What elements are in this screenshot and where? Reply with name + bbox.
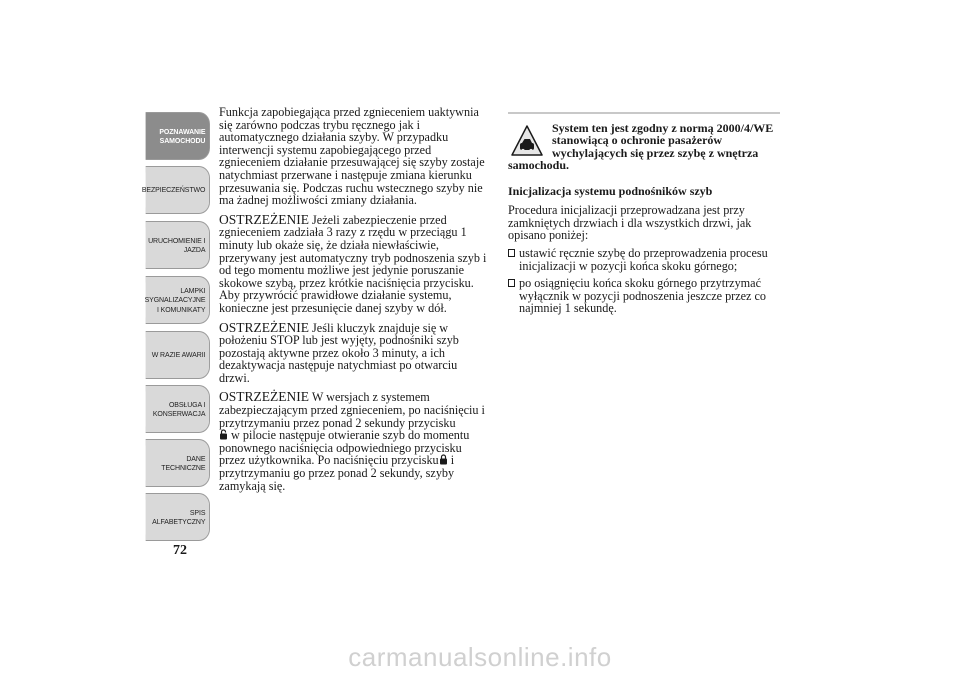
- tab-obsluga-i-konserwacja[interactable]: OBSŁUGA I KONSERWACJA: [146, 385, 210, 433]
- warning-text: Jeśli kluczyk znajduje się w położeniu STOP lub jest wyjęty, podnośniki szyb pozostają aktywne przez około 3 minuty, a ich dezaktywacja następuje natychmiast po otwarciu drzwi.: [219, 320, 459, 385]
- watermark: carmanualsonline.info: [348, 642, 612, 672]
- tab-lampki-sygnalizacyjne[interactable]: LAMPKI SYGNALIZACYJNE I KOMUNIKATY: [146, 276, 210, 324]
- warning-text: Jeżeli zabezpieczenie przed zgnieceniem zadziała 3 razy z rzędu w przeciągu 1 minuty lub okaże się, że działa niewłaściwie, przerywany jest automatyczny tryb podnoszenia szyb i od tego momentu możliwe jest jedynie poruszanie skokowe szybą, przez krótkie naciśnięcia przycisku. Aby przywrócić prawidłowe działanie systemu, konieczne jest przesunięcie danej szyby w dół.: [219, 212, 487, 315]
- checkbox-bullet-icon: [508, 249, 515, 257]
- compliance-note: [508, 112, 780, 171]
- warning-triangle-icon: [510, 124, 544, 158]
- unlock-icon: [219, 429, 228, 440]
- section-intro: Procedura inicjalizacji przeprowadzana jest przy zamkniętych drzwiach i dla wszystkich drzwi, jak opisano poniżej:: [508, 203, 752, 243]
- warning-text: i przytrzymaniu go przez ponad 2 sekundy, szyby zamykają się.: [219, 453, 455, 493]
- warning-2: [219, 319, 491, 385]
- warning-label: OSTRZEŻENIE: [219, 319, 309, 335]
- steps-list: [508, 247, 780, 315]
- list-item: po osiągnięciu końca skoku górnego przytrzymać wyłącznik w pozycji podnoszenia jeszcze przez co najmniej 1 sekundę.: [508, 277, 780, 315]
- list-item: ustawić ręcznie szybę do przeprowadzenia procesu inicjalizacji w pozycji końca skoku górnego;: [508, 247, 780, 272]
- anti-pinch-paragraph: Funkcja zapobiegająca przed zgnieceniem uaktywnia się zarówno podczas trybu ręcznego jak i automatycznego działania szyby. W przypadku interwencji systemu zapobiegającego przed zgnieceniem działanie przesuwającej się szyby zostaje natychmiast przerwane i następuje zmiana kierunku przesuwania się. Podczas ruchu wstecznego szyby nie ma żadnej możliwości zmiany działania.: [219, 105, 485, 208]
- tab-dane-techniczne[interactable]: DANE TECHNICZNE: [146, 439, 210, 487]
- right-column: [508, 112, 780, 320]
- tab-bezpieczenstwo[interactable]: BEZPIECZEŃSTWO: [146, 166, 210, 214]
- warning-label: OSTRZEŻENIE: [219, 211, 309, 227]
- checkbox-bullet-icon: [508, 279, 515, 287]
- note-line: wychylających się przez szybę z wnętrza: [552, 145, 759, 160]
- tab-uruchomienie-i-jazda[interactable]: URUCHOMIENIE I JAZDA: [146, 221, 210, 269]
- warning-3: [219, 391, 491, 492]
- warning-text: w pilocie następuje otwieranie szyb do momentu ponownego naciśnięcia odpowiedniego przycisku przez użytkownika. Po naciśnięciu przycisku: [219, 428, 470, 468]
- note-line: samochodu.: [508, 157, 570, 172]
- note-line: stanowiącą o ochronie pasażerów: [552, 133, 723, 148]
- warning-1: [219, 211, 491, 315]
- tab-poznawanie-samochodu[interactable]: POZNAWANIE SAMOCHODU: [146, 112, 210, 160]
- tab-spis-alfabetyczny[interactable]: SPIS ALFABETYCZNY: [146, 493, 210, 541]
- section-title: Inicjalizacja systemu podnośników szyb: [508, 184, 713, 199]
- page-number: 72: [173, 543, 187, 558]
- warning-label: OSTRZEŻENIE: [219, 389, 309, 405]
- tab-w-razie-awarii[interactable]: W RAZIE AWARII: [146, 331, 210, 379]
- lock-icon: [439, 454, 448, 465]
- note-line: System ten jest zgodny z normą 2000/4/WE: [552, 121, 774, 135]
- left-column: [219, 106, 491, 499]
- warning-text: W wersjach z systemem zabezpieczającym przed zgnieceniem, po naciśnięciu i przytrzymaniu przez ponad 2 sekundy przycisku: [219, 390, 485, 430]
